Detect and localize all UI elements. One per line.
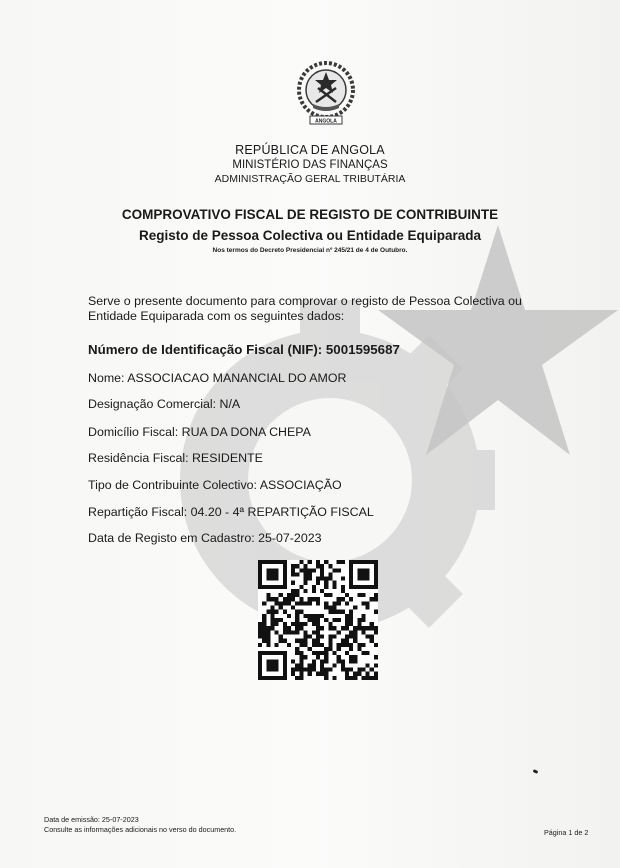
- ministry-heading: MINISTÉRIO DAS FINANÇAS: [232, 159, 388, 171]
- seal-label: ANGOLA: [315, 118, 337, 125]
- qr-code-icon: [258, 560, 378, 680]
- emission-date: Data de emissão: 25-07-2023: [44, 815, 139, 824]
- scan-speck: [533, 769, 539, 774]
- republic-heading: REPÚBLICA DE ANGOLA: [235, 143, 385, 157]
- nif-field: Número de Identificação Fiscal (NIF): 5001595687: [88, 342, 400, 357]
- tax-office-field: Repartição Fiscal: 04.20 - 4ª REPARTIÇÃO FISCAL: [88, 505, 374, 519]
- intro-paragraph: Serve o presente documento para comprovar o registo de Pessoa Colectiva ou Entidade Equiparada com os seguintes dados:: [88, 294, 522, 323]
- registration-date-field: Data de Registo em Cadastro: 25-07-2023: [88, 531, 322, 545]
- document-subtitle: Registo de Pessoa Colectiva ou Entidade Equiparada: [138, 228, 482, 243]
- decree-note: Nos termos do Decreto Presidencial nº 245/21 de 4 de Outubro.: [212, 247, 408, 254]
- document-title: COMPROVATIVO FISCAL DE REGISTO DE CONTRIBUINTE: [121, 207, 499, 222]
- page-number: Página 1 de 2: [544, 828, 589, 837]
- footer-note: Consulte as informações adicionais no verso do documento.: [44, 825, 237, 834]
- fiscal-domicile-field: Domicílio Fiscal: RUA DA DONA CHEPA: [88, 425, 311, 439]
- commercial-designation-field: Designação Comercial: N/A: [88, 397, 241, 411]
- fiscal-residence-field: Residência Fiscal: RESIDENTE: [88, 451, 263, 465]
- angola-coat-of-arms-icon: [296, 58, 356, 132]
- taxpayer-type-field: Tipo de Contribuinte Colectivo: ASSOCIAÇÃO: [88, 478, 342, 492]
- name-field: Nome: ASSOCIACAO MANANCIAL DO AMOR: [88, 371, 347, 385]
- administration-heading: ADMINISTRAÇÃO GERAL TRIBUTÁRIA: [214, 173, 406, 185]
